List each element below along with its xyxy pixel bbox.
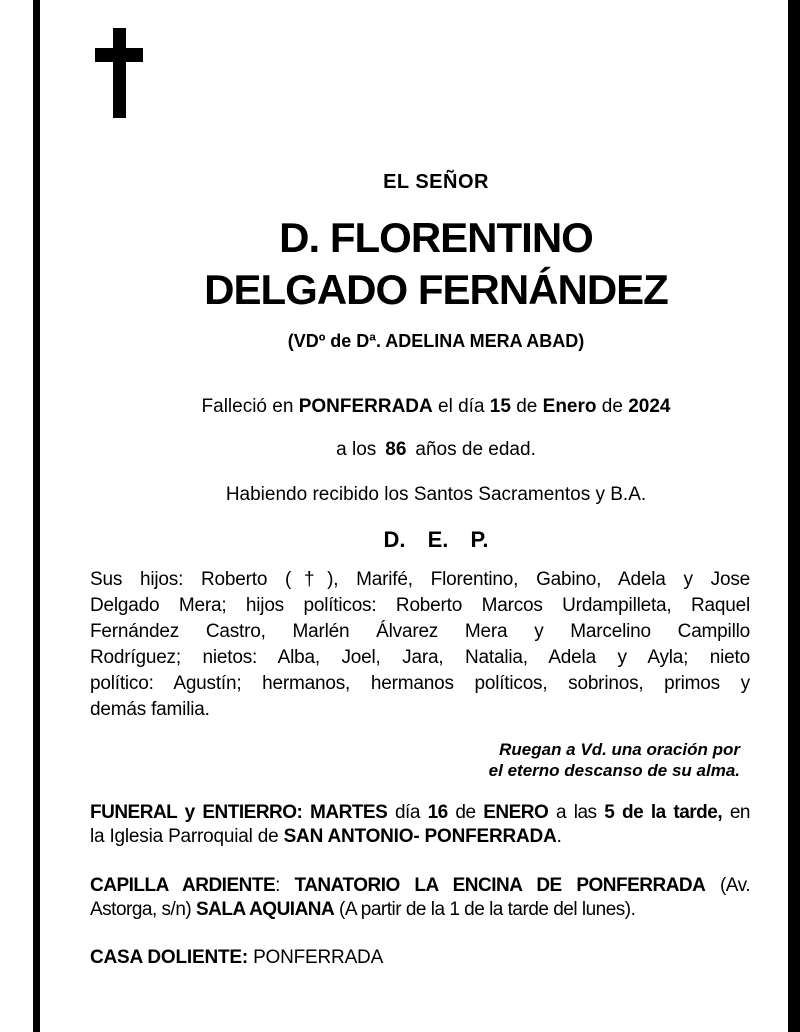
capilla-segment: (Av.	[705, 875, 750, 896]
family-paragraph	[90, 567, 750, 723]
capilla-line1	[90, 874, 750, 898]
funeral-segment: a las	[548, 802, 605, 823]
cross-vertical-bar	[113, 28, 126, 118]
capilla-label: CAPILLA ARDIENTE	[90, 875, 276, 896]
capilla-line2	[90, 898, 750, 922]
funeral-time: 5 de la tarde,	[604, 802, 723, 823]
family-paragraph-line: demás familia.	[90, 699, 210, 720]
family-paragraph-line: Delgado Mera; hijos políticos: Roberto Marcos Urdampilleta, Raquel	[90, 595, 750, 616]
age-line	[90, 439, 782, 461]
capilla-segment: (A partir de la 1 de la tarde del lunes).	[334, 899, 636, 920]
age-line-segment: años de edad.	[415, 439, 536, 460]
funeral-line2	[90, 825, 750, 849]
death-year: 2024	[628, 396, 671, 417]
mourning-house-label: CASA DOLIENTE:	[90, 947, 248, 968]
death-line-segment: el día	[432, 396, 490, 417]
capilla-segment: :	[275, 875, 295, 896]
widower-of-line: (VDº de Dª. ADELINA MERA ABAD)	[287, 331, 585, 351]
funeral-segment: .	[556, 826, 562, 847]
funeral-segment: en	[722, 802, 750, 823]
funeral-segment: FUNERAL y ENTIERRO: MARTES	[90, 802, 388, 823]
death-month: Enero	[542, 396, 597, 417]
wake-chapel-announcement	[90, 874, 750, 922]
capilla-venue: TANATORIO LA ENCINA DE PONFERRADA	[294, 875, 706, 896]
deceased-name-line2: DELGADO FERNÁNDEZ	[204, 266, 668, 313]
death-line-segment: Falleció en	[201, 396, 299, 417]
family-paragraph-line: Sus hijos: Roberto (†), Marifé, Florentino, Gabino, Adela y Jose	[90, 569, 750, 590]
family-paragraph-line: Fernández Castro, Marlén Álvarez Mera y Marcelino Campillo	[90, 621, 750, 642]
cross-horizontal-bar	[95, 48, 143, 62]
family-paragraph-line: Rodríguez; nietos: Alba, Joel, Jara, Natalia, Adela y Ayla; nieto	[90, 647, 750, 668]
age-value: 86	[385, 439, 407, 460]
left-border-rule	[33, 0, 40, 1032]
death-line-segment: de	[596, 396, 629, 417]
deceased-name-line1: D. FLORENTINO	[279, 214, 593, 261]
prayer-line1: Ruegan a Vd. una oración por	[499, 740, 740, 759]
prayer-request	[90, 739, 740, 781]
honorific-header: EL SEÑOR	[383, 171, 489, 193]
death-place-date-line	[90, 396, 782, 418]
family-paragraph-line: político: Agustín; hermanos, hermanos políticos, sobrinos, primos y	[90, 673, 750, 694]
prayer-line2: el eterno descanso de su alma.	[488, 761, 740, 780]
capilla-segment: Astorga, s/n)	[90, 899, 196, 920]
funeral-month: ENERO	[483, 802, 549, 823]
funeral-segment: la Iglesia Parroquial de	[90, 826, 284, 847]
age-line-segment: a los	[336, 439, 377, 460]
funeral-church: SAN ANTONIO- PONFERRADA	[283, 826, 557, 847]
sacraments-line: Habiendo recibido los Santos Sacramentos y B.A.	[225, 484, 647, 505]
funeral-segment: día	[387, 802, 428, 823]
deceased-name	[90, 212, 782, 316]
funeral-line1	[90, 801, 750, 825]
death-day: 15	[489, 396, 511, 417]
mourning-house-line	[90, 947, 750, 969]
capilla-room: SALA AQUIANA	[196, 899, 335, 920]
death-line-segment: de	[510, 396, 543, 417]
right-border-rule	[788, 0, 800, 1032]
dep-abbreviation: D. E. P.	[383, 527, 489, 552]
mourning-house-value: PONFERRADA	[248, 947, 384, 968]
funeral-day: 16	[427, 802, 448, 823]
funeral-announcement	[90, 801, 750, 849]
funeral-segment: de	[447, 802, 484, 823]
death-place: PONFERRADA	[298, 396, 433, 417]
